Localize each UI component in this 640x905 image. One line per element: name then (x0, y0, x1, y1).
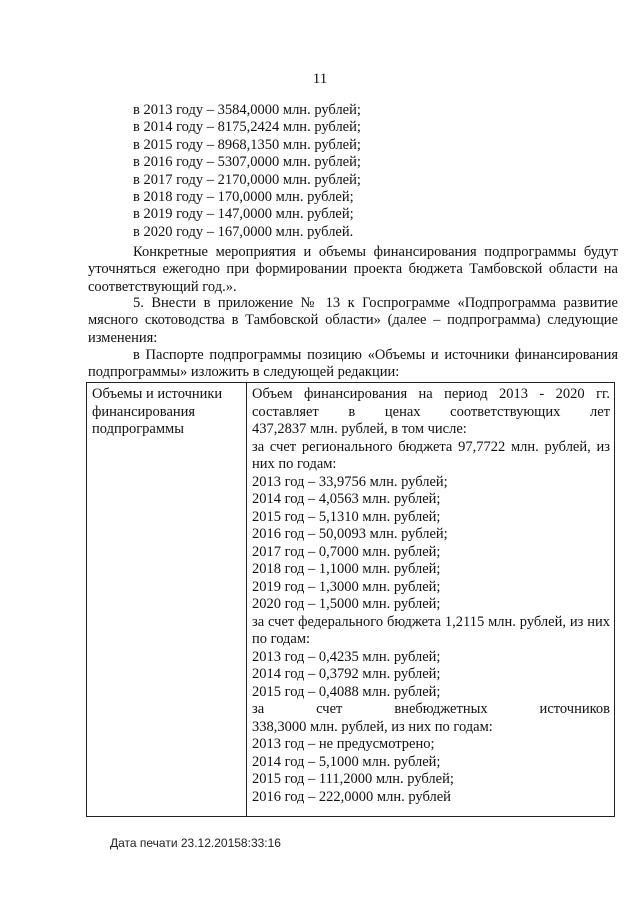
list-item: в 2014 году – 8175,2424 млн. рублей; (133, 119, 361, 136)
list-item: в 2017 году – 2170,0000 млн. рублей; (133, 171, 361, 188)
list-item: в 2013 году – 3584,0000 млн. рублей; (133, 102, 361, 118)
list-item: в 2019 году – 147,0000 млн. рублей; (133, 206, 354, 223)
paragraph-passport-position: в Паспорте подпрограммы позицию «Объемы и источники финансирования подпрограммы» изложить в следующей редакции: (88, 347, 618, 381)
extra-budget-total: 338,3000 млн. рублей, из них по годам: (252, 718, 493, 735)
financing-table (86, 382, 615, 817)
list-item: 2019 год – 1,3000 млн. рублей; (252, 578, 441, 595)
year-funding-list (133, 102, 361, 241)
extra-budget-header: за счет внебюджетных источников (252, 701, 610, 717)
print-date-footer: Дата печати 23.12.20158:33:16 (110, 836, 281, 850)
list-item: в 2015 году – 8968,1350 млн. рублей; (133, 136, 361, 153)
list-item: 2017 год – 0,7000 млн. рублей; (252, 543, 441, 560)
list-item: 2014 год – 4,0563 млн. рублей; (252, 491, 441, 507)
list-item: в 2016 году – 5307,0000 млн. рублей; (133, 154, 361, 171)
list-item: 2014 год – 0,3792 млн. рублей; (252, 666, 441, 682)
table-label-cell: Объемы и источники финансирования подпрограммы (87, 383, 247, 817)
list-item: 2015 год – 5,1310 млн. рублей; (252, 508, 441, 525)
paragraph-specific-measures: Конкретные мероприятия и объемы финансирования подпрограммы будут уточняться ежегодно при формировании проекта бюджета Тамбовской области на соответствующий год.». (88, 244, 618, 295)
list-item: 2016 год – 222,0000 млн. рублей (252, 788, 451, 805)
list-item: 2018 год – 1,1000 млн. рублей; (252, 561, 441, 577)
list-item: в 2018 году – 170,0000 млн. рублей; (133, 189, 354, 206)
federal-budget-header: за счет федерального бюджета 1,2115 млн. рублей, из них по годам: (252, 613, 610, 647)
table-content-cell (247, 383, 615, 817)
list-item: 2013 год – 33,9756 млн. рублей; (252, 473, 448, 490)
list-item: 2015 год – 111,2000 млн. рублей; (252, 771, 454, 787)
list-item: 2020 год – 1,5000 млн. рублей; (252, 596, 441, 612)
list-item: 2014 год – 5,1000 млн. рублей; (252, 753, 441, 770)
financing-total: 437,2837 млн. рублей, в том числе: (252, 421, 467, 437)
list-item: 2015 год – 0,4088 млн. рублей; (252, 683, 441, 700)
page-number: 11 (312, 71, 328, 87)
paragraph-amendment-5: 5. Внести в приложение № 13 к Госпрограмме «Подпрограмма развитие мясного скотоводства в Тамбовской области» (далее – подпрограмма) следующие изменения: (88, 295, 618, 346)
regional-budget-header: за счет регионального бюджета 97,7722 млн. рублей, из них по годам: (252, 438, 610, 472)
list-item: в 2020 году – 167,0000 млн. рублей. (133, 223, 354, 240)
list-item: 2016 год – 50,0093 млн. рублей; (252, 526, 448, 542)
financing-intro: Объем финансирования на период 2013 - 2020 гг. составляет в ценах соответствующих лет (252, 386, 610, 420)
list-item: 2013 год – не предусмотрено; (252, 736, 435, 752)
list-item: 2013 год – 0,4235 млн. рублей; (252, 648, 441, 665)
